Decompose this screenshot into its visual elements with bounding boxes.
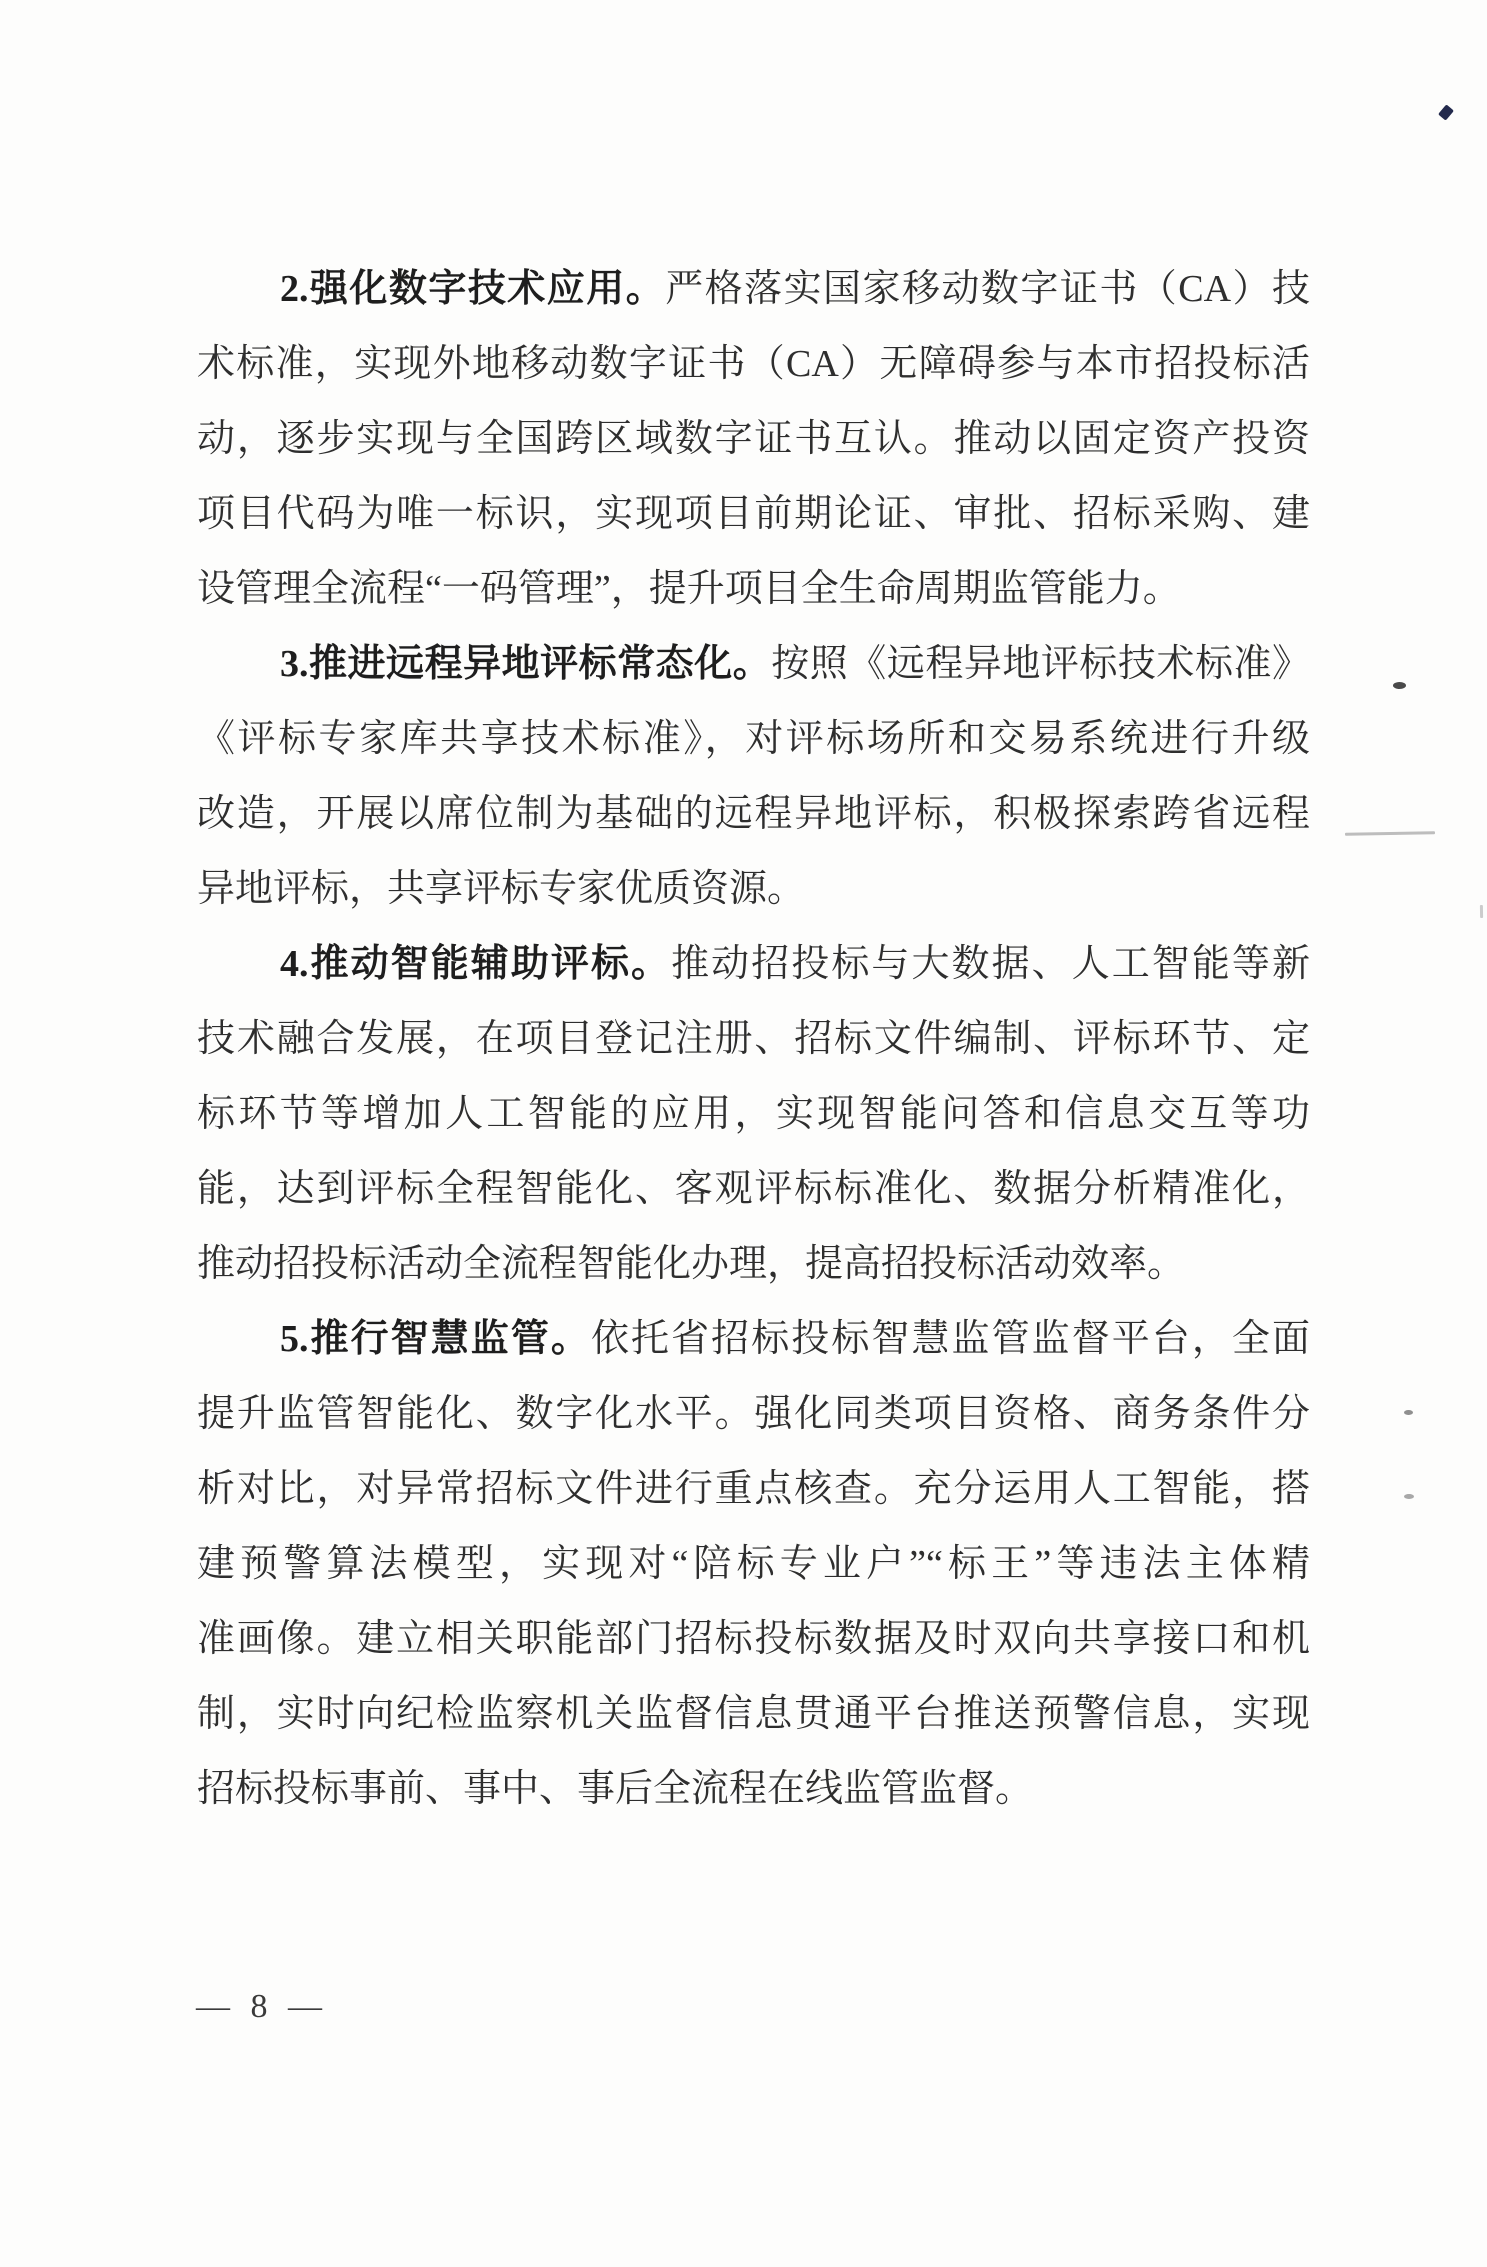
text-line <box>197 402 1310 477</box>
paragraph-body-text: 标环节等增加人工智能的应用，实现智能问答和信息交互等功 <box>197 1093 1310 1135</box>
text-line <box>197 1677 1310 1752</box>
text-line <box>197 777 1310 852</box>
text-line <box>197 1377 1310 1452</box>
page-number: — 8 — <box>196 1988 328 2025</box>
text-line <box>197 1002 1310 1077</box>
paragraph-lead-text: 3.推进远程异地评标常态化。 <box>280 643 772 685</box>
text-line <box>197 1227 1310 1302</box>
gray-dash-1 <box>1404 1410 1413 1415</box>
gray-dash-2 <box>1404 1494 1414 1499</box>
paragraph-body-text: 制，实时向纪检监察机关监督信息贯通平台推送预警信息，实现 <box>197 1693 1310 1735</box>
paragraph-body-text: 招标投标事前、事中、事后全流程在线监管监督。 <box>197 1768 1034 1810</box>
text-line <box>197 552 1310 627</box>
document-body <box>197 252 1310 1827</box>
paragraph-body-text: 项目代码为唯一标识，实现项目前期论证、审批、招标采购、建 <box>197 493 1310 535</box>
paragraph-body-text: 严格落实国家移动数字证书（CA）技 <box>665 268 1310 310</box>
edge-tick-mark <box>1480 905 1483 918</box>
paragraph-body-text: 按照《远程异地评标技术标准》 <box>771 643 1310 685</box>
text-line <box>197 1527 1310 1602</box>
paragraph-body-text: 推动招投标活动全流程智能化办理，提高招投标活动效率。 <box>197 1243 1186 1285</box>
paragraph-body-text: 析对比，对异常招标文件进行重点核查。充分运用人工智能，搭 <box>197 1468 1310 1510</box>
paragraph-body-text: 改造，开展以席位制为基础的远程异地评标，积极探索跨省远程 <box>197 793 1310 835</box>
text-line <box>197 477 1310 552</box>
paragraph-body-text: 提升监管智能化、数字化水平。强化同类项目资格、商务条件分 <box>197 1393 1310 1435</box>
paragraph-body-text: 设管理全流程“一码管理”，提升项目全生命周期监管能力。 <box>197 568 1181 610</box>
text-line <box>197 627 1310 702</box>
text-line <box>197 327 1310 402</box>
paragraph-body-text: 异地评标，共享评标专家优质资源。 <box>197 868 806 910</box>
paragraph-lead-text: 2.强化数字技术应用。 <box>280 268 666 310</box>
paragraph-body-text: 《评标专家库共享技术标准》，对评标场所和交易系统进行升级 <box>197 718 1310 760</box>
text-line <box>197 927 1310 1002</box>
text-line <box>197 1452 1310 1527</box>
paragraph-body-text: 建预警算法模型，实现对“陪标专业户”“标王”等违法主体精 <box>197 1543 1310 1585</box>
text-line <box>197 1152 1310 1227</box>
paragraph-body-text: 准画像。建立相关职能部门招标投标数据及时双向共享接口和机 <box>197 1618 1310 1660</box>
ink-speck-right-margin <box>1393 682 1406 689</box>
paragraph-lead-text: 5.推行智慧监管。 <box>280 1318 591 1360</box>
paragraph-lead-text: 4.推动智能辅助评标。 <box>280 943 672 985</box>
text-line <box>197 252 1310 327</box>
text-line <box>197 702 1310 777</box>
paragraph-body-text: 技术融合发展，在项目登记注册、招标文件编制、评标环节、定 <box>197 1018 1310 1060</box>
faint-stray-line <box>1345 831 1435 836</box>
paragraph-body-text: 能，达到评标全程智能化、客观评标标准化、数据分析精准化， <box>197 1168 1310 1210</box>
text-line <box>197 1752 1310 1827</box>
ink-speck-top-right <box>1438 104 1454 120</box>
text-line <box>197 1302 1310 1377</box>
paragraph-body-text: 依托省招标投标智慧监管监督平台，全面 <box>590 1318 1310 1360</box>
paragraph-body-text: 动，逐步实现与全国跨区域数字证书互认。推动以固定资产投资 <box>197 418 1310 460</box>
text-line <box>197 852 1310 927</box>
text-line <box>197 1077 1310 1152</box>
text-line <box>197 1602 1310 1677</box>
paragraph-body-text: 推动招投标与大数据、人工智能等新 <box>671 943 1310 985</box>
paragraph-body-text: 术标准，实现外地移动数字证书（CA）无障碍参与本市招投标活 <box>197 343 1310 385</box>
